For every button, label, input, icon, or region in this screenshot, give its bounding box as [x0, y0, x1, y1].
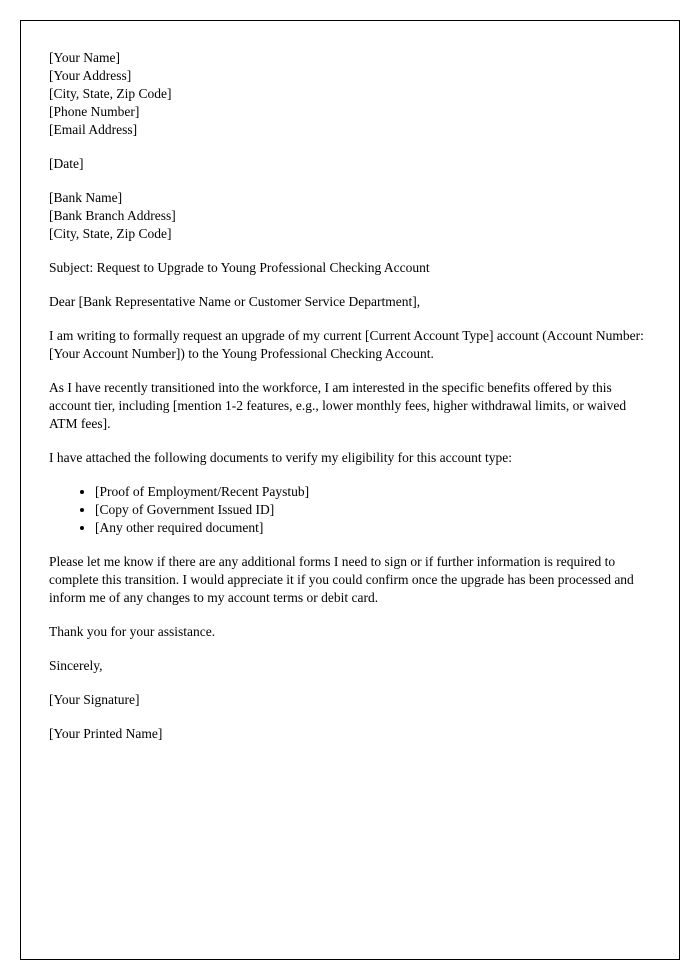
recipient-block	[49, 189, 651, 243]
body-paragraph: Thank you for your assistance.	[49, 624, 216, 639]
sender-address-line: [Your Address]	[49, 68, 132, 83]
sender-phone-line: [Phone Number]	[49, 104, 140, 119]
subject-line: Subject: Request to Upgrade to Young Professional Checking Account	[49, 260, 430, 275]
body-paragraph: I am writing to formally request an upgrade of my current [Current Account Type] account (Account Number: [Your Account Number]) to the Young Professional Checking Account.	[49, 328, 644, 361]
body-paragraph: Please let me know if there are any additional forms I need to sign or if further information is required to complete this transition. I would appreciate it if you could confirm once the upgrade has been processed and inform me of any changes to my account terms or debit card.	[49, 554, 634, 605]
recipient-bank-line: [Bank Name]	[49, 190, 123, 205]
sender-city-line: [City, State, Zip Code]	[49, 86, 172, 101]
body-paragraph: As I have recently transitioned into the workforce, I am interested in the specific benefits offered by this account tier, including [mention 1-2 features, e.g., lower monthly fees, higher withdrawal limits, or waived ATM fees].	[49, 380, 627, 431]
closing-line: Sincerely,	[49, 658, 103, 673]
salutation-line: Dear [Bank Representative Name or Customer Service Department],	[49, 294, 421, 309]
list-item: • [Any other required document]	[95, 519, 651, 537]
recipient-city-line: [City, State, Zip Code]	[49, 226, 172, 241]
list-item: • [Copy of Government Issued ID]	[95, 501, 651, 519]
attached-documents-list	[49, 483, 651, 537]
date-line: [Date]	[49, 156, 84, 171]
sender-name-line: [Your Name]	[49, 50, 120, 65]
letter-page	[20, 20, 680, 960]
recipient-branch-line: [Bank Branch Address]	[49, 208, 176, 223]
body-paragraph: I have attached the following documents to verify my eligibility for this account type:	[49, 450, 513, 465]
signature-line: [Your Signature]	[49, 692, 140, 707]
sender-block	[49, 49, 651, 139]
list-item: • [Proof of Employment/Recent Paystub]	[95, 483, 651, 501]
printed-name-line: [Your Printed Name]	[49, 726, 163, 741]
sender-email-line: [Email Address]	[49, 122, 138, 137]
